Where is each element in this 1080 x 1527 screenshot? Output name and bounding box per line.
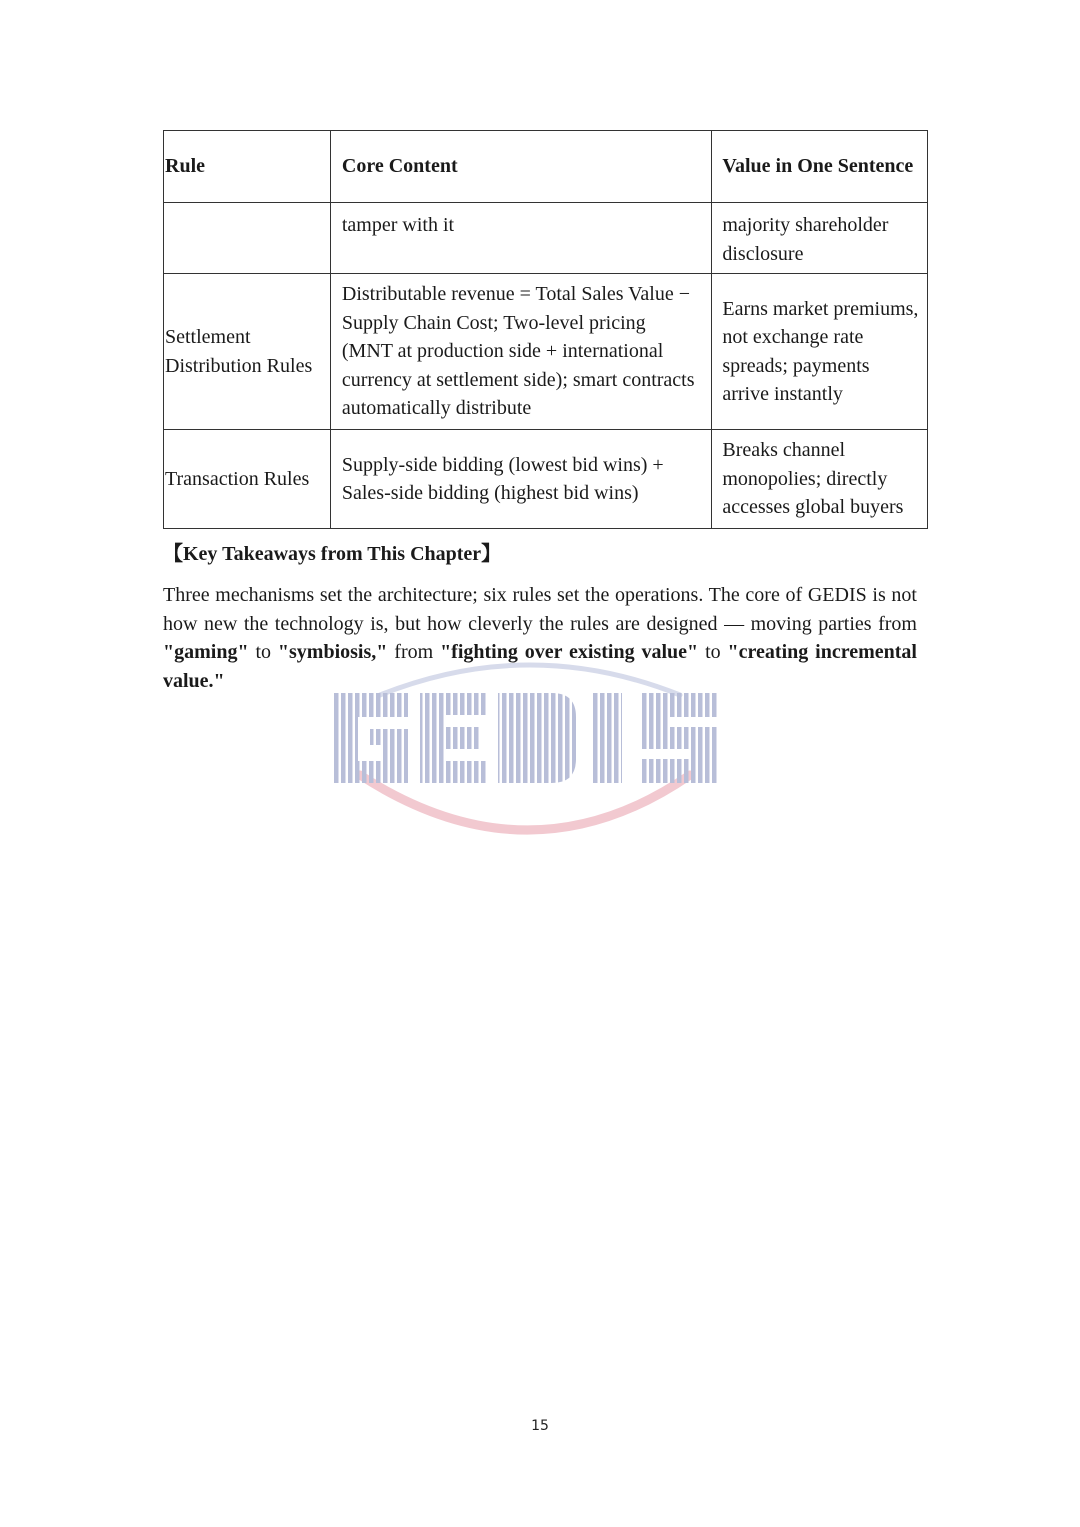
page-number: 15 xyxy=(531,1418,549,1434)
takeaways-text: Three mechanisms set the architecture; six rules set the operations. The core of GEDIS is not how new the technology is, but how cleverly the rules are designed — moving parties from xyxy=(163,584,917,635)
cell-value: majority shareholder disclosure xyxy=(712,203,928,274)
header-rule: Rule xyxy=(164,131,331,203)
cell-rule xyxy=(164,203,331,274)
cell-core-content: Supply-side bidding (lowest bid wins) + Sales-side bidding (highest bid wins) xyxy=(330,430,711,529)
takeaways-text: to xyxy=(248,641,278,663)
cell-rule: Settlement Distribution Rules xyxy=(164,274,331,430)
table-header-row xyxy=(164,131,928,203)
header-core-content: Core Content xyxy=(330,131,711,203)
cell-core-content: tamper with it xyxy=(330,203,711,274)
cell-core-content: Distributable revenue = Total Sales Value − Supply Chain Cost; Two-level pricing (MNT at production side + international currency at settlement side); smart contracts automatically distribute xyxy=(330,274,711,430)
table-row xyxy=(164,203,928,274)
cell-value: Breaks channel monopolies; directly accesses global buyers xyxy=(712,430,928,529)
takeaways-emphasis: "fighting over existing value" xyxy=(440,641,699,663)
takeaways-text: from xyxy=(387,641,441,663)
takeaways-text: to xyxy=(698,641,728,663)
table-row xyxy=(164,274,928,430)
takeaways-emphasis: "gaming" xyxy=(163,641,249,663)
takeaways-paragraph xyxy=(163,581,917,695)
takeaways-emphasis: "symbiosis," xyxy=(277,641,388,663)
cell-rule: Transaction Rules xyxy=(164,430,331,529)
takeaways-heading: 【Key Takeaways from This Chapter】 xyxy=(163,543,502,565)
header-value-in-one-sentence: Value in One Sentence xyxy=(712,131,928,203)
cell-value: Earns market premiums, not exchange rate spreads; payments arrive instantly xyxy=(712,274,928,430)
takeaways-emphasis: "creating incremental value." xyxy=(163,641,917,692)
table-row xyxy=(164,430,928,529)
rules-table xyxy=(163,130,928,529)
